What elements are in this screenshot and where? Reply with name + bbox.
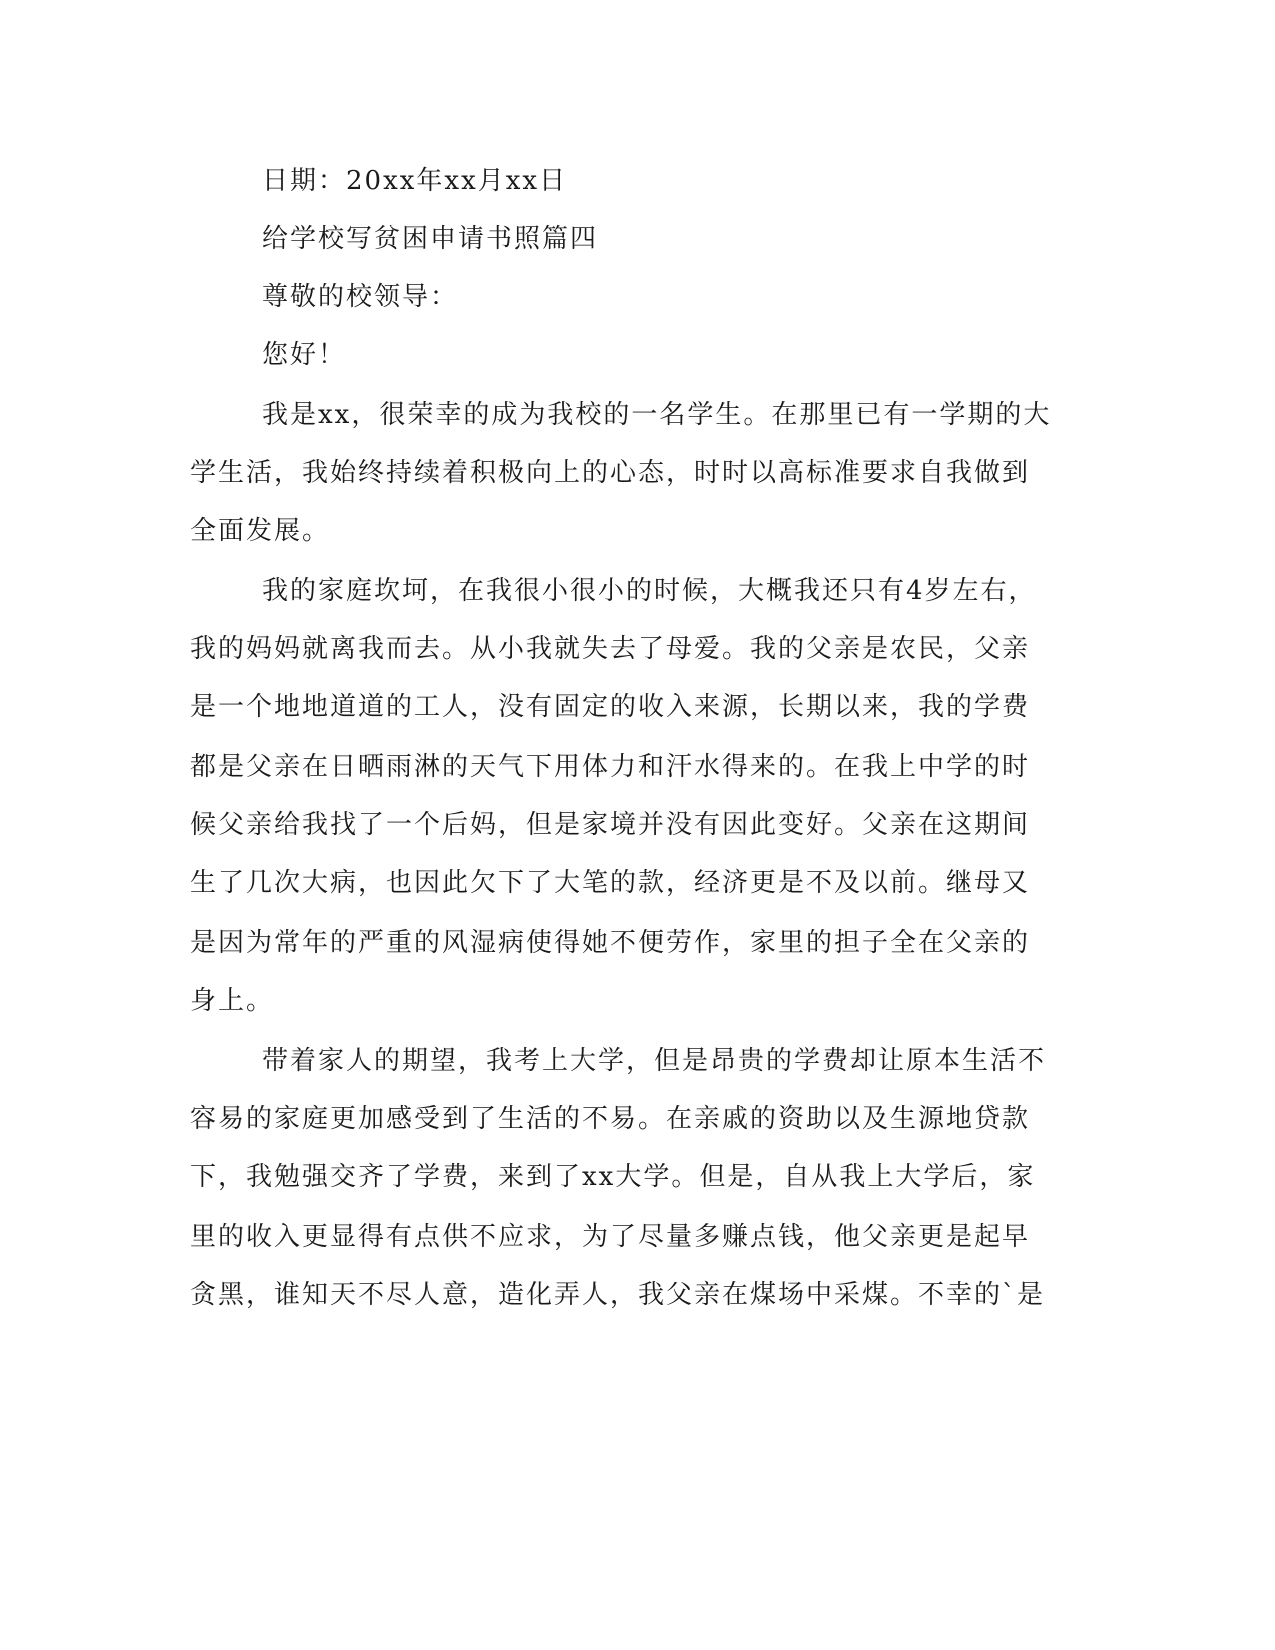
paragraph2-line-5: 候父亲给我找了一个后妈，但是家境并没有因此变好。父亲在这期间 xyxy=(190,810,1031,840)
paragraph2-line-6: 生了几次大病，也因此欠下了大笔的款，经济更是不及以前。继母又 xyxy=(190,868,1031,898)
paragraph2-line-2: 我的妈妈就离我而去。从小我就失去了母爱。我的父亲是农民，父亲 xyxy=(190,634,1031,664)
paragraph3-line-4: 里的收入更显得有点供不应求，为了尽量多赚点钱，他父亲更是起早 xyxy=(190,1222,1031,1252)
paragraph3-line-2: 容易的家庭更加感受到了生活的不易。在亲戚的资助以及生源地贷款 xyxy=(190,1104,1031,1134)
paragraph2-line-1: 我的家庭坎坷，在我很小很小的时候，大概我还只有4岁左右， xyxy=(262,576,1037,606)
paragraph3-line-1: 带着家人的期望，我考上大学，但是昂贵的学费却让原本生活不 xyxy=(262,1046,1047,1076)
section-title: 给学校写贫困申请书照篇四 xyxy=(262,224,599,254)
paragraph1-line-2: 学生活，我始终持续着积极向上的心态，时时以高标准要求自我做到 xyxy=(190,458,1031,488)
paragraph2-line-3: 是一个地地道道的工人，没有固定的收入来源，长期以来，我的学费 xyxy=(190,692,1031,722)
paragraph3-line-3: 下，我勉强交齐了学费，来到了xx大学。但是，自从我上大学后，家 xyxy=(190,1162,1036,1192)
paragraph3-line-5: 贪黑，谁知天不尽人意，造化弄人，我父亲在煤场中采煤。不幸的`是 xyxy=(190,1280,1046,1310)
paragraph2-line-8: 身上。 xyxy=(190,986,275,1016)
paragraph1-line-1: 我是xx，很荣幸的成为我校的一名学生。在那里已有一学期的大 xyxy=(262,400,1052,430)
paragraph1-line-3: 全面发展。 xyxy=(190,516,331,546)
greeting: 您好！ xyxy=(262,340,347,370)
paragraph2-line-4: 都是父亲在日晒雨淋的天气下用体力和汗水得来的。在我上中学的时 xyxy=(190,752,1031,782)
date-line: 日期：20xx年xx月xx日 xyxy=(262,166,568,196)
salutation: 尊敬的校领导： xyxy=(262,282,459,312)
paragraph2-line-7: 是因为常年的严重的风湿病使得她不便劳作，家里的担子全在父亲的 xyxy=(190,928,1031,958)
